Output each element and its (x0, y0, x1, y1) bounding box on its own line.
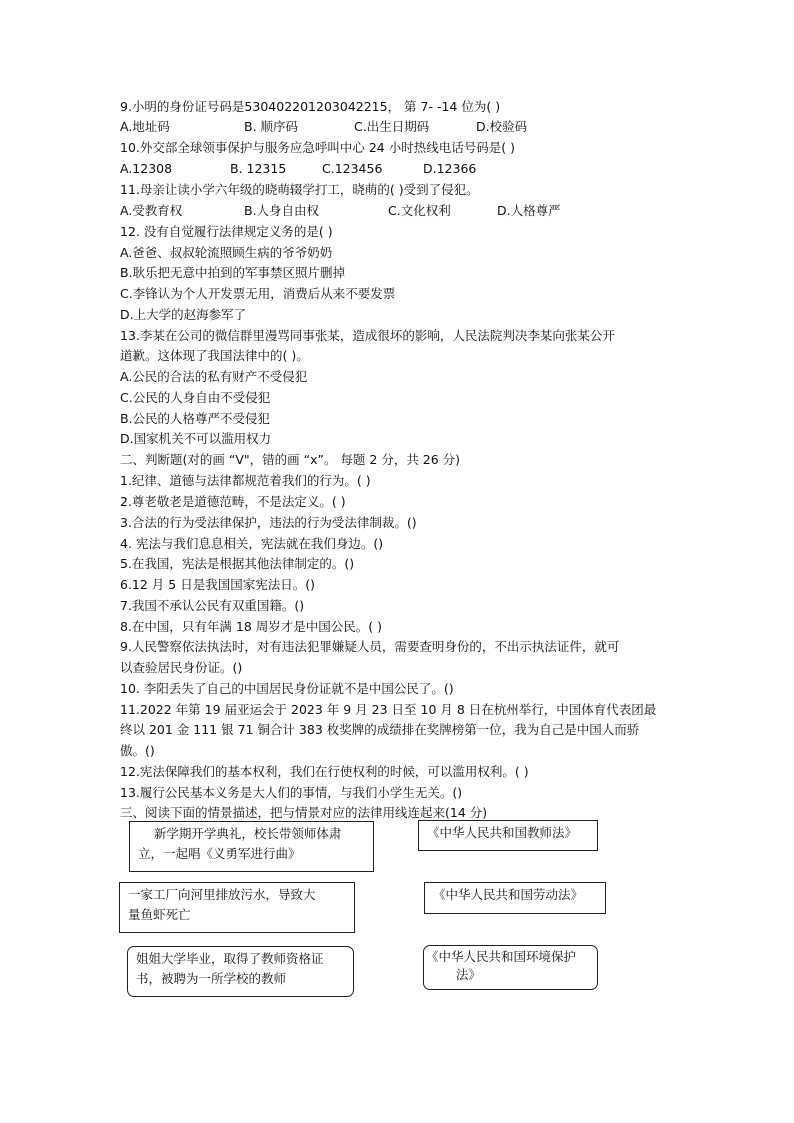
q9-option-d: D.校验码 (476, 119, 528, 134)
q11-option-d: D.人格尊严 (497, 203, 561, 218)
tf-item-13: 13.履行公民基本义务是大人们的事情，与我们小学生无关。() (120, 785, 463, 800)
law-environment-law-line2: 法》 (432, 967, 481, 982)
q10-option-b: B. 12315 (230, 161, 287, 176)
section2-heading: 二、判断题(对的画 “V"，错的画 “x”。 每题 2 分，共 26 分) (120, 452, 461, 467)
scenario-box-teacher[interactable] (127, 946, 354, 997)
tf-item-9-line1: 9.人民警察依法执法时，对有违法犯罪嫌疑人员，需要查明身份的，不出示执法证件，就可 (120, 639, 620, 654)
q13-option-c: C.公民的人身自由不受侵犯 (120, 390, 271, 405)
q11-option-c: C.文化权利 (388, 203, 451, 218)
law-box-labor-law[interactable] (424, 882, 606, 914)
tf-item-4: 4. 宪法与我们息息相关，宪法就在我们身边。() (120, 536, 384, 551)
q11-stem: 11.母亲让读小学六年级的晓萌辍学打工，晓萌的( )受到了侵犯。 (120, 182, 479, 197)
q13-stem-line2: 道歉。这体现了我国法律中的( )。 (120, 348, 309, 363)
scenario-anthem-line1: 新学期开学典礼，校长带领师体肃 (138, 826, 342, 841)
tf-item-12: 12.宪法保障我们的基本权利，我们在行使权利的时候，可以滥用权利。( ) (120, 764, 529, 779)
tf-item-10: 10. 李阳丢失了自己的中国居民身份证就不是中国公民了。() (120, 681, 454, 696)
tf-item-11-line3: 傲。() (120, 743, 155, 758)
scenario-teacher-line1: 姐姐大学毕业，取得了教师资格证 (136, 951, 324, 966)
scenario-pollution-line2: 量鱼虾死亡 (128, 907, 191, 922)
q10-stem: 10.外交部全球领事保护与服务应急呼叫中心 24 小时热线电话号码是( ) (120, 140, 515, 155)
tf-item-7: 7.我国不承认公民有双重国籍。() (120, 598, 305, 613)
scenario-anthem-line2: 立，一起唱《义勇军进行曲》 (138, 846, 301, 861)
scenario-pollution-line1: 一家工厂向河里排放污水，导致大 (128, 887, 316, 902)
q10-option-a: A.12308 (120, 161, 173, 176)
q12-option-b: B.耿乐把无意中拍到的军事禁区照片删掉 (120, 265, 346, 280)
q13-option-b: B.公民的人格尊严不受侵犯 (120, 411, 271, 426)
q12-option-d: D.上大学的赵海参军了 (120, 307, 247, 322)
q12-option-c: C.李锋认为个人开发票无用，消费后从来不要发票 (120, 286, 396, 301)
q13-option-a: A.公民的合法的私有财产不受侵犯 (120, 369, 308, 384)
law-teachers-law-label: 《中华人民共和国教师法》 (427, 825, 578, 840)
scenario-teacher-line2: 书，被聘为一所学校的教师 (136, 971, 287, 986)
q12-option-a: A.爸爸、叔叔轮流照顾生病的爷爷奶奶 (120, 245, 333, 260)
q11-option-a: A.受教育权 (120, 203, 183, 218)
law-labor-law-label: 《中华人民共和国劳动法》 (433, 887, 584, 902)
tf-item-6: 6.12 月 5 日是我国国家宪法日。() (120, 577, 315, 592)
tf-item-3: 3.合法的行为受法律保护，违法的行为受法律制裁。() (120, 515, 417, 530)
q9-option-a: A.地址码 (120, 119, 170, 134)
q9-option-c: C.出生日期码 (354, 119, 430, 134)
section3-heading: 三、阅读下面的情景描述，把与情景对应的法律用线连起来(14 分) (120, 805, 488, 820)
q12-stem: 12. 没有自觉履行法律规定义务的是( ) (120, 224, 333, 239)
law-box-teachers-law[interactable] (418, 820, 598, 851)
law-box-environment-law[interactable] (423, 945, 598, 990)
tf-item-9-line2: 以查验居民身份证。() (120, 660, 243, 675)
q10-option-c: C.123456 (322, 161, 383, 176)
tf-item-1: 1.纪律、道德与法律都规范着我们的行为。( ) (120, 473, 371, 488)
tf-item-2: 2.尊老敬老是道德范畴，不是法定义。( ) (120, 494, 346, 509)
q13-option-d: D.国家机关不可以滥用权力 (120, 431, 272, 446)
tf-item-11-line2: 终以 201 金 111 银 71 铜合计 383 枚奖牌的成绩排在奖牌榜第一位，我为自己是中国人而骄 (120, 722, 640, 737)
tf-item-5: 5.在我国，宪法是根据其他法律制定的。() (120, 556, 355, 571)
q10-option-d: D.12366 (423, 161, 477, 176)
q9-option-b: B. 顺序码 (244, 119, 299, 134)
scenario-box-anthem[interactable] (129, 821, 374, 872)
q11-option-b: B.人身自由权 (244, 203, 320, 218)
scenario-box-pollution[interactable] (119, 882, 355, 933)
q9-stem: 9.小明的身份证号码是530402201203042215， 第 7- -14 位为( ) (120, 99, 501, 114)
law-environment-law-line1: 《中华人民共和国环境保护 (426, 949, 577, 964)
tf-item-8: 8.在中国，只有年满 18 周岁才是中国公民。( ) (120, 619, 383, 634)
q13-stem-line1: 13.李某在公司的微信群里漫骂同事张某，造成很坏的影响，人民法院判决李某向张某公开 (120, 328, 615, 343)
tf-item-11-line1: 11.2022 年第 19 届亚运会于 2023 年 9 月 23 日至 10 月 8 日在杭州举行，中国体育代表团最 (120, 702, 657, 717)
